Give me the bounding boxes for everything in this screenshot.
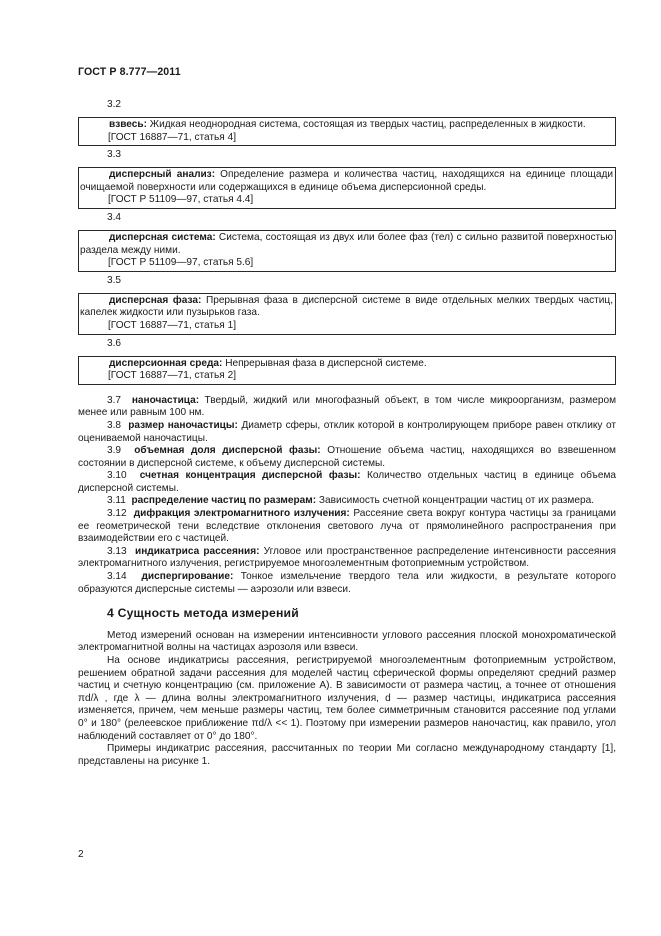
term-text: Угловое или пространственное распределение интенсивности рассеяния электромагнитного излучения, регистрируемое многоэлементным фотоприемным устройством. [78,545,616,570]
boxed-term-3-6 [78,338,616,385]
term-text: Рассеяние света вокруг контура частицы за границами ее геометрической тени вследствие отклонения светового луча от прямолинейного распространения при взаимодействии его с частицей. [78,508,617,545]
term-number: 3.11 [107,495,126,507]
term-number: 3.13 [107,545,127,557]
term-name: объемная доля дисперсной фазы: [134,445,321,457]
term-name: взвесь: [109,119,147,130]
term-name: дисперсионная среда: [109,357,223,369]
term-source: [ГОСТ Р 51109—97, статья 5.6] [108,257,254,269]
term-3-10 [78,470,616,495]
term-name: наночастица: [131,394,200,406]
term-text: Диаметр сферы, отклик которой в контролирующем приборе равен отклику от оцениваемой наночастицы. [78,419,617,444]
term-box [78,230,616,272]
term-name: дифракция электромагнитного излучения: [133,508,350,520]
term-text: Зависимость счетной концентрации частиц от их размера. [318,495,594,507]
term-3-12 [78,508,616,546]
term-definition [79,169,615,194]
term-definition [79,295,615,320]
term-name: индикатриса рассеяния: [134,545,260,557]
term-3-11 [78,495,616,508]
term-definition [79,232,615,257]
term-number: 3.9 [107,445,122,457]
term-number: 3.10 [107,470,127,482]
term-text: Твердый, жидкий или многофазный объект, в том числе микроорганизм, размером менее или равным 100 нм. [78,394,617,419]
term-box [78,356,616,385]
term-3-7 [78,395,616,420]
boxed-term-3-4 [78,212,616,272]
term-name: счетная концентрация дисперсной фазы: [139,470,361,482]
term-box [78,167,616,209]
term-number: 3.5 [107,274,122,286]
term-number: 3.4 [107,211,122,223]
term-definition [79,358,615,371]
term-name: дисперсная система: [109,231,216,243]
term-number: 3.14 [107,571,127,583]
term-3-14 [78,571,616,596]
boxed-term-3-5 [78,275,616,335]
term-number: 3.6 [107,337,122,349]
section-paragraph: На основе индикатрисы рассеяния, регистрируемой многоэлементным фотоприемным устройством, решением обратной задачи рассеяния для моделей частиц сферической формы определяют средний размер частиц и счетную концентрацию (см. приложение А). В зависимости от размера частиц, а точнее от отношения πd/λ , где λ — длина волны электромагнитного излучения, d — размер частицы, индикатриса рассеяния изменяется, причем, чем меньше размеры частиц, тем более симметричным становится рассеяние под углами 0° и 180° (релеевское приближение πd/λ << 1). Поэтому при измерении размеров наночастиц, как правило, угол наблюдений составляет от 0° до 180°. [78,655,616,742]
term-number: 3.7 [107,394,122,406]
term-definition [79,119,615,132]
term-3-9 [78,445,616,470]
term-source: [ГОСТ 16887—71, статья 1] [108,319,236,331]
boxed-term-3-3 [78,149,616,209]
term-source: [ГОСТ 16887—71, статья 4] [108,131,236,143]
term-text: Количество отдельных частиц в единице объема дисперсной системы. [78,470,617,494]
term-name: размер наночастицы: [128,419,238,431]
term-text: Определение размера и количества частиц, находящихся на единице площади очищаемой поверхности или содержащихся в единице объема дисперсионной среды. [80,169,613,193]
term-text: Непрерывная фаза в дисперсной системе. [225,357,427,369]
page-content [78,97,616,768]
term-3-13 [78,546,616,571]
section-paragraph: Примеры индикатрис рассеяния, рассчитанных по теории Ми согласно международному стандарту [1], представлены на рисунке 1. [78,743,616,767]
term-text: Жидкая неоднородная система, состоящая из твердых частиц, распределенных в жидкости. [149,119,586,130]
boxed-term-3-2 [78,99,616,146]
section-paragraph: Метод измерений основан на измерении интенсивности углового рассеяния плоской монохроматической электромагнитной волны на частицах аэрозоля или взвеси. [78,629,616,654]
term-number: 3.3 [107,149,122,161]
term-text: Тонкое измельчение твердого тела или жидкости, в результате которого образуются дисперсные системы — аэрозоли или взвеси. [78,571,617,595]
term-number: 3.2 [107,99,122,110]
term-source: [ГОСТ Р 51109—97, статья 4.4] [108,194,254,206]
term-name: дисперсный анализ: [109,169,216,181]
term-name: диспергирование: [141,571,234,583]
term-number: 3.12 [107,508,127,520]
term-text: Прерывная фаза в дисперсной системе в виде отдельных мелких твердых частиц, капелек жидкости или пузырьков газа. [80,294,613,319]
term-3-8 [78,420,616,445]
document-header: ГОСТ Р 8.777—2011 [78,66,181,78]
term-text: Отношение объема частиц, находящихся во взвешенном состоянии в дисперсной системе, к объему дисперсной системы. [78,445,616,469]
term-name: дисперсная фаза: [109,294,202,306]
term-name: распределение частиц по размерам: [131,495,317,507]
section-title: 4 Сущность метода измерений [107,606,299,621]
term-number: 3.8 [107,419,122,431]
term-source: [ГОСТ 16887—71, статья 2] [108,370,236,382]
term-text: Система, состоящая из двух или более фаз (тел) с сильно развитой поверхностью раздела между ними. [80,231,613,256]
term-box [78,293,616,335]
term-box [78,117,616,146]
page-number: 2 [78,849,84,860]
